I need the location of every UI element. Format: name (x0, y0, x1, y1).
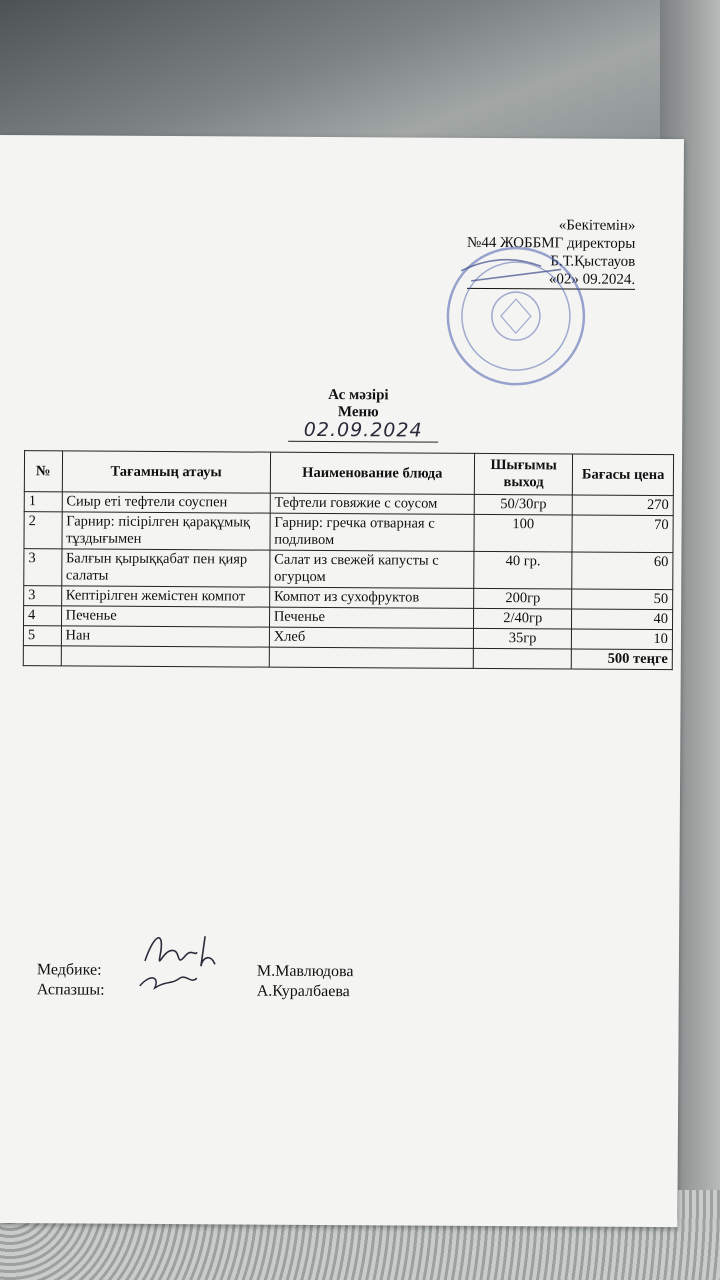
total-price: 500 теңге (572, 649, 673, 670)
approval-position: №44 ЖОББМГ директоры (467, 234, 636, 252)
dish-output: 200гр (474, 588, 573, 609)
header-output: Шығымы выход (474, 453, 573, 495)
dish-output: 50/30гр (474, 494, 573, 515)
approval-heading: «Бекітемін» (558, 217, 636, 234)
dish-output: 100 (474, 514, 573, 552)
header-number: № (24, 451, 62, 492)
row-number: 3 (24, 586, 62, 606)
nurse-name: М.Мавлюдова (256, 962, 354, 981)
cook-role: Аспазшы: (36, 981, 105, 999)
dish-price: 50 (572, 589, 673, 610)
nurse-role: Медбике: (36, 961, 102, 979)
dish-name-kz: Сиыр еті тефтели соуспен (62, 492, 270, 513)
header-name-kz: Тағамның атауы (62, 451, 270, 493)
table-total-row (23, 646, 672, 670)
approval-block (467, 216, 636, 290)
title-kz: Ас мәзірі (328, 387, 389, 404)
dish-price: 70 (572, 515, 673, 553)
dish-name-kz: Гарнир: пісірілген қарақұмық тұздығымен (62, 512, 270, 550)
dish-price: 270 (573, 495, 674, 516)
menu-document (0, 135, 684, 1227)
dish-price: 60 (572, 552, 673, 590)
dish-name-kz: Кептірілген жемістен компот (61, 586, 269, 607)
title-ru: Меню (337, 404, 379, 421)
dish-name-ru: Хлеб (269, 627, 473, 648)
empty-cell (269, 647, 473, 668)
header-price: Бағасы цена (573, 454, 674, 496)
empty-cell (473, 648, 572, 669)
row-number: 1 (24, 492, 62, 512)
dish-price: 10 (572, 629, 673, 650)
dish-output: 2/40гр (473, 608, 572, 629)
header-name-ru: Наименование блюда (270, 452, 474, 494)
row-number: 3 (24, 549, 62, 586)
table-row (24, 512, 673, 553)
handwritten-date: 02.09.2024 (288, 419, 438, 443)
table-row (24, 549, 673, 590)
row-number: 5 (23, 626, 61, 646)
dish-name-ru: Тефтели говяжие с соусом (270, 493, 474, 514)
row-number: 2 (24, 512, 62, 549)
dish-output: 40 гр. (474, 551, 573, 589)
menu-table (23, 450, 674, 670)
approval-director-name: Б.Т.Қыстауов (550, 253, 636, 270)
dish-name-ru: Гарнир: гречка отварная с подливом (270, 513, 474, 551)
background-top (0, 0, 720, 140)
dish-name-ru: Компот из сухофруктов (269, 587, 473, 608)
dish-name-ru: Печенье (269, 607, 473, 628)
nurse-signature-line (37, 961, 354, 981)
dish-name-kz: Балғын қырыққабат пен қияр салаты (61, 549, 269, 587)
dish-name-kz: Нан (61, 626, 269, 647)
empty-cell (61, 646, 269, 667)
dish-price: 40 (572, 609, 673, 630)
cook-name: А.Куралбаева (256, 982, 350, 1001)
approval-date: «02» 09.2024. (467, 270, 635, 290)
empty-cell (23, 646, 61, 666)
dish-name-ru: Салат из свежей капусты с огурцом (270, 550, 474, 588)
row-number: 4 (24, 606, 62, 626)
dish-name-kz: Печенье (61, 606, 269, 627)
dish-output: 35гр (473, 628, 572, 649)
cook-signature-line (37, 981, 350, 1001)
table-header-row (24, 451, 673, 496)
